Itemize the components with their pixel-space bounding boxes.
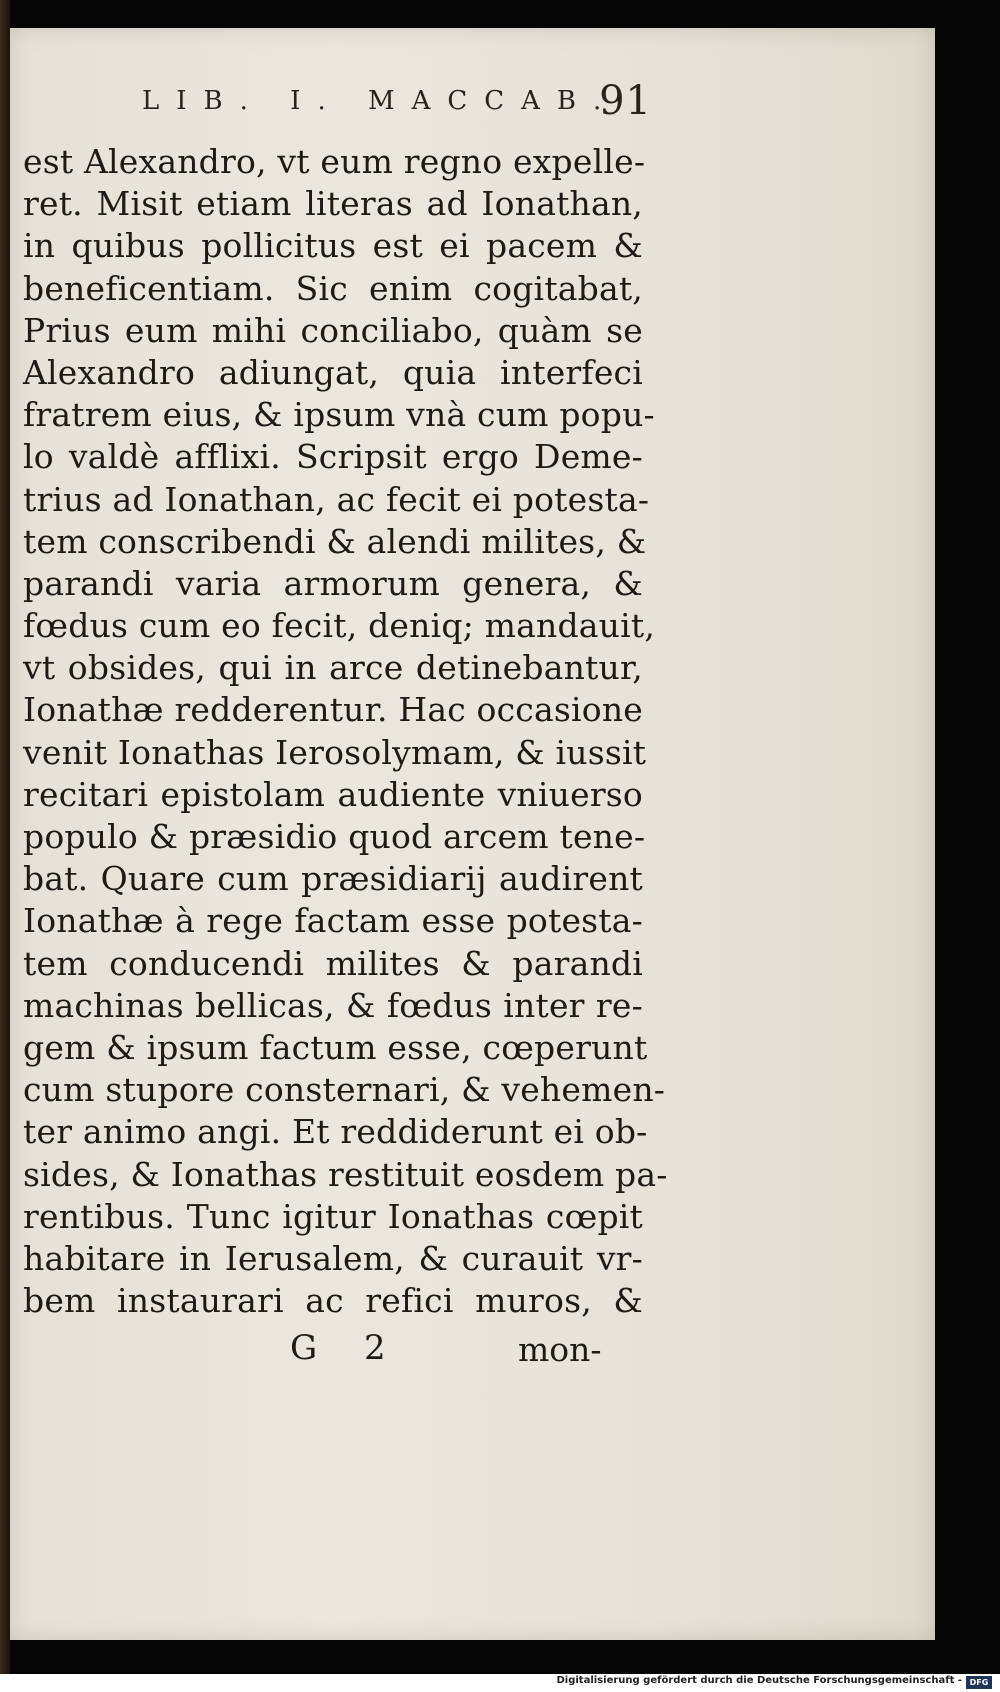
text-line: est Alexandro, vt eum regno expelle- <box>23 142 646 181</box>
text-line: lo valdè afflixi. Scripsit ergo Deme- <box>23 437 643 477</box>
text-line: Prius eum mihi conciliabo, quàm se <box>23 310 643 350</box>
text-line: machinas bellicas, & fœdus inter re- <box>23 985 643 1025</box>
body-text <box>23 141 668 1322</box>
text-line: rentibus. Tunc igitur Ionathas cœpit <box>23 1196 643 1236</box>
footer-credit: Digitalisierung gefördert durch die Deutsche Forschungsgemeinschaft - <box>556 1675 962 1686</box>
text-line: cum stupore consternari, & vehemen- <box>23 1070 666 1110</box>
text-line: in quibus pollicitus est ei pacem & <box>23 226 643 266</box>
dfg-logo: DFG <box>966 1676 992 1689</box>
text-line: trius ad Ionathan, ac fecit ei potesta- <box>23 479 650 519</box>
text-line: ter animo angi. Et reddiderunt ei ob- <box>23 1112 648 1152</box>
binding-edge <box>0 0 10 1692</box>
text-line: vt obsides, qui in arce detinebantur, <box>23 648 643 688</box>
text-line: habitare in Ierusalem, & curauit vr- <box>23 1238 643 1278</box>
text-line: Ionathæ redderentur. Hac occasione <box>23 690 644 730</box>
signature-line <box>10 1328 935 1380</box>
text-line: gem & ipsum factum esse, cœperunt <box>23 1027 648 1067</box>
book-page <box>10 28 935 1640</box>
text-line: fratrem eius, & ipsum vnà cum popu- <box>23 395 655 435</box>
signature-mark: G 2 <box>290 1328 404 1368</box>
text-line: sides, & Ionathas restituit eosdem pa- <box>23 1154 668 1194</box>
running-head <box>142 80 652 128</box>
catchword: mon- <box>518 1330 602 1369</box>
running-title: LIB. I. MACCAB. <box>142 86 619 116</box>
text-line: fœdus cum eo fecit, deniq; mandauit, <box>23 606 656 646</box>
text-line: tem conscribendi & alendi milites, & <box>23 521 647 561</box>
text-line: bat. Quare cum præsidiarij audirent <box>23 859 643 899</box>
text-line: beneficentiam. Sic enim cogitabat, <box>23 268 643 308</box>
digitization-footer <box>0 1674 1000 1692</box>
text-line: parandi varia armorum genera, & <box>23 563 643 603</box>
text-line: populo & præsidio quod arcem tene- <box>23 817 646 856</box>
text-line: tem conducendi milites & parandi <box>23 943 643 983</box>
text-line: venit Ionathas Ierosolymam, & iussit <box>23 732 647 772</box>
text-line: recitari epistolam audiente vniuerso <box>23 774 643 814</box>
text-line: bem instaurari ac refici muros, & <box>23 1281 643 1321</box>
text-line: Alexandro adiungat, quia interfeci <box>23 352 643 392</box>
page-number: 91 <box>599 78 652 124</box>
text-line: ret. Misit etiam literas ad Ionathan, <box>23 184 643 224</box>
text-line: Ionathæ à rege factam esse potesta- <box>23 901 643 941</box>
